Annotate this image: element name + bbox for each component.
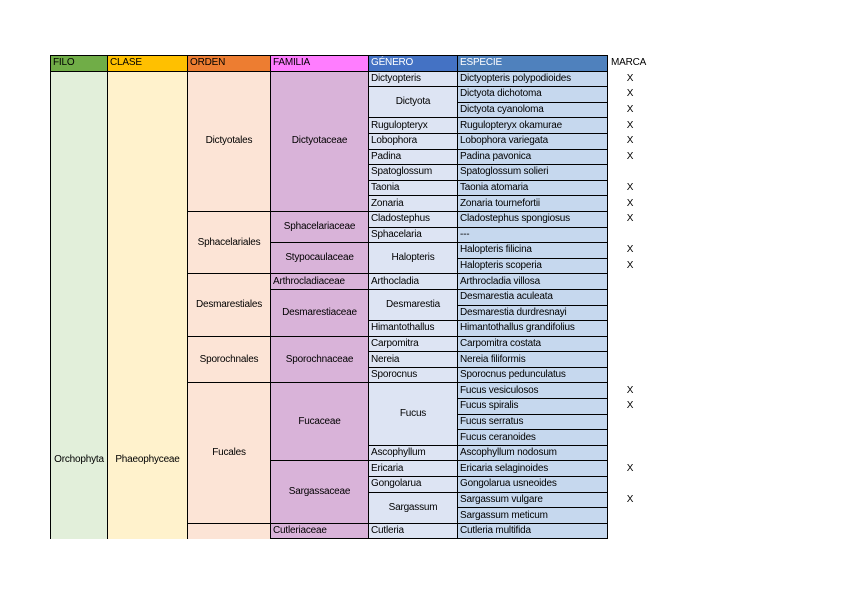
- cell-especie[interactable]: Himantothallus grandifolius: [458, 321, 608, 337]
- cell-especie[interactable]: ---: [458, 227, 608, 243]
- cell-especie[interactable]: Nereia filiformis: [458, 352, 608, 368]
- cell-genero[interactable]: Sargassum: [369, 492, 458, 523]
- cell-familia[interactable]: Fucaceae: [271, 383, 369, 461]
- cell-marca[interactable]: [608, 321, 653, 337]
- header-familia[interactable]: FAMILIA: [271, 56, 369, 72]
- cell-genero[interactable]: Lobophora: [369, 133, 458, 149]
- cell-marca[interactable]: [608, 477, 653, 493]
- cell-especie[interactable]: Dictyota dichotoma: [458, 87, 608, 103]
- cell-marca[interactable]: X: [626, 213, 634, 225]
- cell-marca[interactable]: [608, 367, 653, 383]
- cell-genero[interactable]: Desmarestia: [369, 289, 458, 320]
- cell-marca[interactable]: X: [626, 384, 634, 396]
- cell-marca[interactable]: [608, 445, 653, 461]
- cell-especie[interactable]: Dictyota cyanoloma: [458, 102, 608, 118]
- cell-familia[interactable]: Stypocaulaceae: [271, 243, 369, 274]
- cell-especie[interactable]: Spatoglossum solieri: [458, 165, 608, 181]
- cell-familia[interactable]: Sargassaceae: [271, 461, 369, 523]
- cell-especie[interactable]: Carpomitra costata: [458, 336, 608, 352]
- cell-genero[interactable]: Taonia: [369, 180, 458, 196]
- cell-filo[interactable]: Orchophyta: [51, 71, 108, 539]
- cell-genero[interactable]: Spatoglossum: [369, 165, 458, 181]
- cell-especie[interactable]: Gongolarua usneoides: [458, 477, 608, 493]
- cell-genero[interactable]: Dictyopteris: [369, 71, 458, 87]
- cell-especie[interactable]: Halopteris filicina: [458, 243, 608, 259]
- cell-especie[interactable]: Rugulopteryx okamurae: [458, 118, 608, 134]
- cell-genero[interactable]: Zonaria: [369, 196, 458, 212]
- cell-marca[interactable]: [608, 336, 653, 352]
- cell-marca[interactable]: X: [626, 72, 634, 84]
- header-filo[interactable]: FILO: [51, 56, 108, 72]
- cell-especie[interactable]: Lobophora variegata: [458, 133, 608, 149]
- cell-orden[interactable]: [188, 523, 271, 539]
- cell-genero[interactable]: Arthocladia: [369, 274, 458, 290]
- cell-familia[interactable]: Sporochnaceae: [271, 336, 369, 383]
- header-clase[interactable]: CLASE: [108, 56, 188, 72]
- cell-especie[interactable]: Desmarestia aculeata: [458, 289, 608, 305]
- cell-genero[interactable]: Gongolarua: [369, 477, 458, 493]
- cell-familia[interactable]: Sphacelariaceae: [271, 211, 369, 242]
- cell-orden[interactable]: Desmarestiales: [188, 274, 271, 336]
- cell-marca[interactable]: [608, 289, 653, 305]
- cell-especie[interactable]: Taonia atomaria: [458, 180, 608, 196]
- cell-especie[interactable]: Padina pavonica: [458, 149, 608, 165]
- cell-genero[interactable]: Sphacelaria: [369, 227, 458, 243]
- cell-genero[interactable]: Ascophyllum: [369, 445, 458, 461]
- cell-marca[interactable]: X: [626, 182, 634, 194]
- cell-genero[interactable]: Halopteris: [369, 243, 458, 274]
- cell-marca[interactable]: [608, 165, 653, 181]
- cell-especie[interactable]: Sporocnus pedunculatus: [458, 367, 608, 383]
- cell-especie[interactable]: Sargassum vulgare: [458, 492, 608, 508]
- cell-orden[interactable]: Sporochnales: [188, 336, 271, 383]
- cell-familia[interactable]: Arthrocladiaceae: [271, 274, 369, 290]
- cell-familia[interactable]: Desmarestiaceae: [271, 289, 369, 336]
- cell-genero[interactable]: Cladostephus: [369, 211, 458, 227]
- cell-especie[interactable]: Desmarestia durdresnayi: [458, 305, 608, 321]
- cell-familia[interactable]: Dictyotaceae: [271, 71, 369, 211]
- cell-marca[interactable]: [608, 523, 653, 539]
- cell-marca[interactable]: X: [626, 119, 634, 131]
- cell-genero[interactable]: Carpomitra: [369, 336, 458, 352]
- cell-genero[interactable]: Nereia: [369, 352, 458, 368]
- cell-marca[interactable]: [608, 414, 653, 430]
- header-marca[interactable]: MARCA: [611, 57, 647, 69]
- cell-especie[interactable]: Cutleria multifida: [458, 523, 608, 539]
- cell-marca[interactable]: [608, 274, 653, 290]
- cell-especie[interactable]: Fucus spiralis: [458, 399, 608, 415]
- cell-marca[interactable]: [608, 305, 653, 321]
- cell-genero[interactable]: Rugulopteryx: [369, 118, 458, 134]
- cell-especie[interactable]: Cladostephus spongiosus: [458, 211, 608, 227]
- cell-clase[interactable]: Phaeophyceae: [108, 71, 188, 539]
- cell-especie[interactable]: Dictyopteris polypodioides: [458, 71, 608, 87]
- cell-genero[interactable]: Ericaria: [369, 461, 458, 477]
- cell-orden[interactable]: Sphacelariales: [188, 211, 271, 273]
- cell-marca[interactable]: [608, 227, 653, 243]
- cell-marca[interactable]: X: [626, 88, 634, 100]
- cell-marca[interactable]: [608, 430, 653, 446]
- cell-especie[interactable]: Ericaria selaginoides: [458, 461, 608, 477]
- cell-genero[interactable]: Dictyota: [369, 87, 458, 118]
- cell-especie[interactable]: Zonaria tournefortii: [458, 196, 608, 212]
- cell-marca[interactable]: X: [626, 493, 634, 505]
- cell-genero[interactable]: Fucus: [369, 383, 458, 445]
- cell-especie[interactable]: Fucus vesiculosos: [458, 383, 608, 399]
- cell-genero[interactable]: Cutleria: [369, 523, 458, 539]
- cell-especie[interactable]: Halopteris scoperia: [458, 258, 608, 274]
- cell-especie[interactable]: Ascophyllum nodosum: [458, 445, 608, 461]
- cell-genero[interactable]: Sporocnus: [369, 367, 458, 383]
- cell-marca[interactable]: X: [626, 462, 634, 474]
- cell-marca[interactable]: X: [626, 135, 634, 147]
- cell-marca[interactable]: X: [626, 400, 634, 412]
- taxonomy-table: [50, 55, 653, 539]
- cell-marca[interactable]: X: [626, 150, 634, 162]
- cell-especie[interactable]: Fucus serratus: [458, 414, 608, 430]
- cell-marca[interactable]: X: [626, 260, 634, 272]
- header-genero[interactable]: GÉNERO: [369, 56, 458, 72]
- cell-marca[interactable]: [608, 352, 653, 368]
- cell-orden[interactable]: Dictyotales: [188, 71, 271, 211]
- header-orden[interactable]: ORDEN: [188, 56, 271, 72]
- header-especie[interactable]: ESPECIE: [458, 56, 608, 72]
- cell-genero[interactable]: Himantothallus: [369, 321, 458, 337]
- cell-especie[interactable]: Arthrocladia villosa: [458, 274, 608, 290]
- cell-familia[interactable]: Cutleriaceae: [271, 523, 369, 539]
- cell-marca[interactable]: [608, 508, 653, 524]
- cell-especie[interactable]: Sargassum meticum: [458, 508, 608, 524]
- cell-especie[interactable]: Fucus ceranoides: [458, 430, 608, 446]
- cell-orden[interactable]: Fucales: [188, 383, 271, 523]
- cell-genero[interactable]: Padina: [369, 149, 458, 165]
- cell-marca[interactable]: X: [626, 244, 634, 256]
- header-row: [51, 56, 653, 72]
- cell-marca[interactable]: X: [626, 197, 634, 209]
- table-row: [51, 71, 653, 87]
- cell-marca[interactable]: X: [626, 104, 634, 116]
